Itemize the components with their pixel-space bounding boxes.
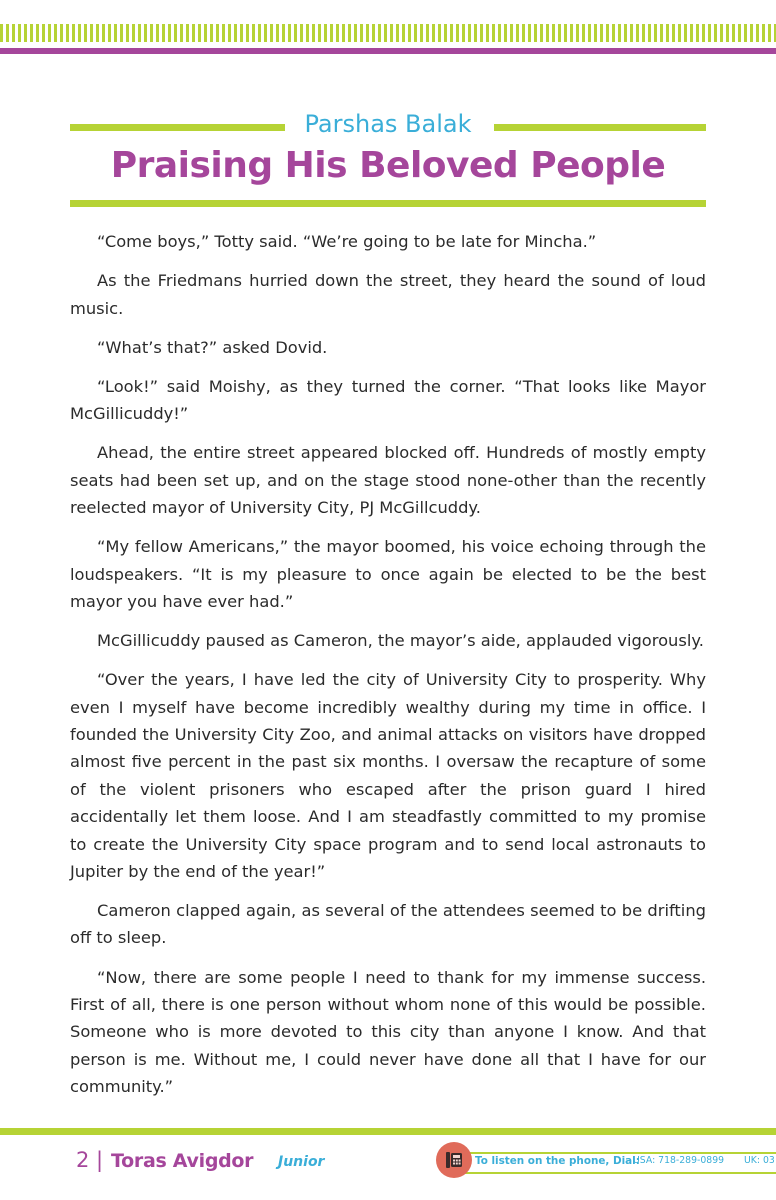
page-title: Praising His Beloved People xyxy=(110,145,666,186)
story-paragraph: “Over the years, I have led the city of University City to prosperity. Why even I myself have become incredibly wealthy during my time in office. I founded the University City Zoo, and animal attacks on visitors have dropped almost five percent in the past six months. I oversaw the recapture of some of the violent prisoners who escaped after the prison guard I hired accidentally let them loose. And I am steadfastly committed to my promise to create the University City space program and to send local astronauts to Jupiter by the end of the year!” xyxy=(70,670,706,881)
title-underline xyxy=(70,200,706,207)
story-paragraph: McGillicuddy paused as Cameron, the mayor’s aide, applauded vigorously. xyxy=(97,631,704,650)
story-body xyxy=(70,228,706,1112)
top-tick-pattern xyxy=(0,24,776,42)
story-paragraph: Ahead, the entire street appeared blocked off. Hundreds of mostly empty seats had been set up, and on the stage stood none-other than the recently reelected mayor of University City, PJ McGillcuddy. xyxy=(70,443,706,517)
story-paragraph: “Look!” said Moishy, as they turned the corner. “That looks like Mayor McGillicuddy!” xyxy=(70,376,706,424)
parsha-name: Parshas Balak xyxy=(304,110,472,138)
top-rule xyxy=(0,48,776,54)
page-number: 2 | xyxy=(76,1148,104,1172)
story-paragraph: “Come boys,” Totty said. “We’re going to be late for Mincha.” xyxy=(97,232,597,251)
story-paragraph: “Now, there are some people I need to thank for my immense success. First of all, there is one person without whom none of this would be possible. Someone who is more devoted to this city than anyone I know. And that person is me. Without me, I could never have done all that I have for our community.” xyxy=(70,967,706,1097)
brand-name: Toras Avigdor xyxy=(111,1150,254,1172)
story-paragraph: “What’s that?” asked Dovid. xyxy=(97,337,328,357)
phone-label: To listen on the phone, Dial: xyxy=(475,1155,640,1167)
parsha-heading xyxy=(70,108,706,140)
brand-suffix: Junior xyxy=(278,1154,325,1170)
footer-rule xyxy=(0,1128,776,1135)
story-paragraph: Cameron clapped again, as several of the attendees seemed to be drifting off to sleep. xyxy=(70,901,706,948)
story-paragraph: As the Friedmans hurried down the street, they heard the sound of loud music. xyxy=(70,271,706,318)
telephone-icon xyxy=(436,1142,472,1178)
phone-uk-number: UK: 03 xyxy=(744,1155,775,1166)
phone-usa-number: USA: 718-289-0899 xyxy=(633,1155,725,1166)
top-decoration xyxy=(0,0,776,56)
story-paragraph: “My fellow Americans,” the mayor boomed, his voice echoing through the loudspeakers. “It is my pleasure to once again be elected to be the best mayor you have ever had.” xyxy=(70,537,706,611)
page-footer xyxy=(0,1140,776,1180)
